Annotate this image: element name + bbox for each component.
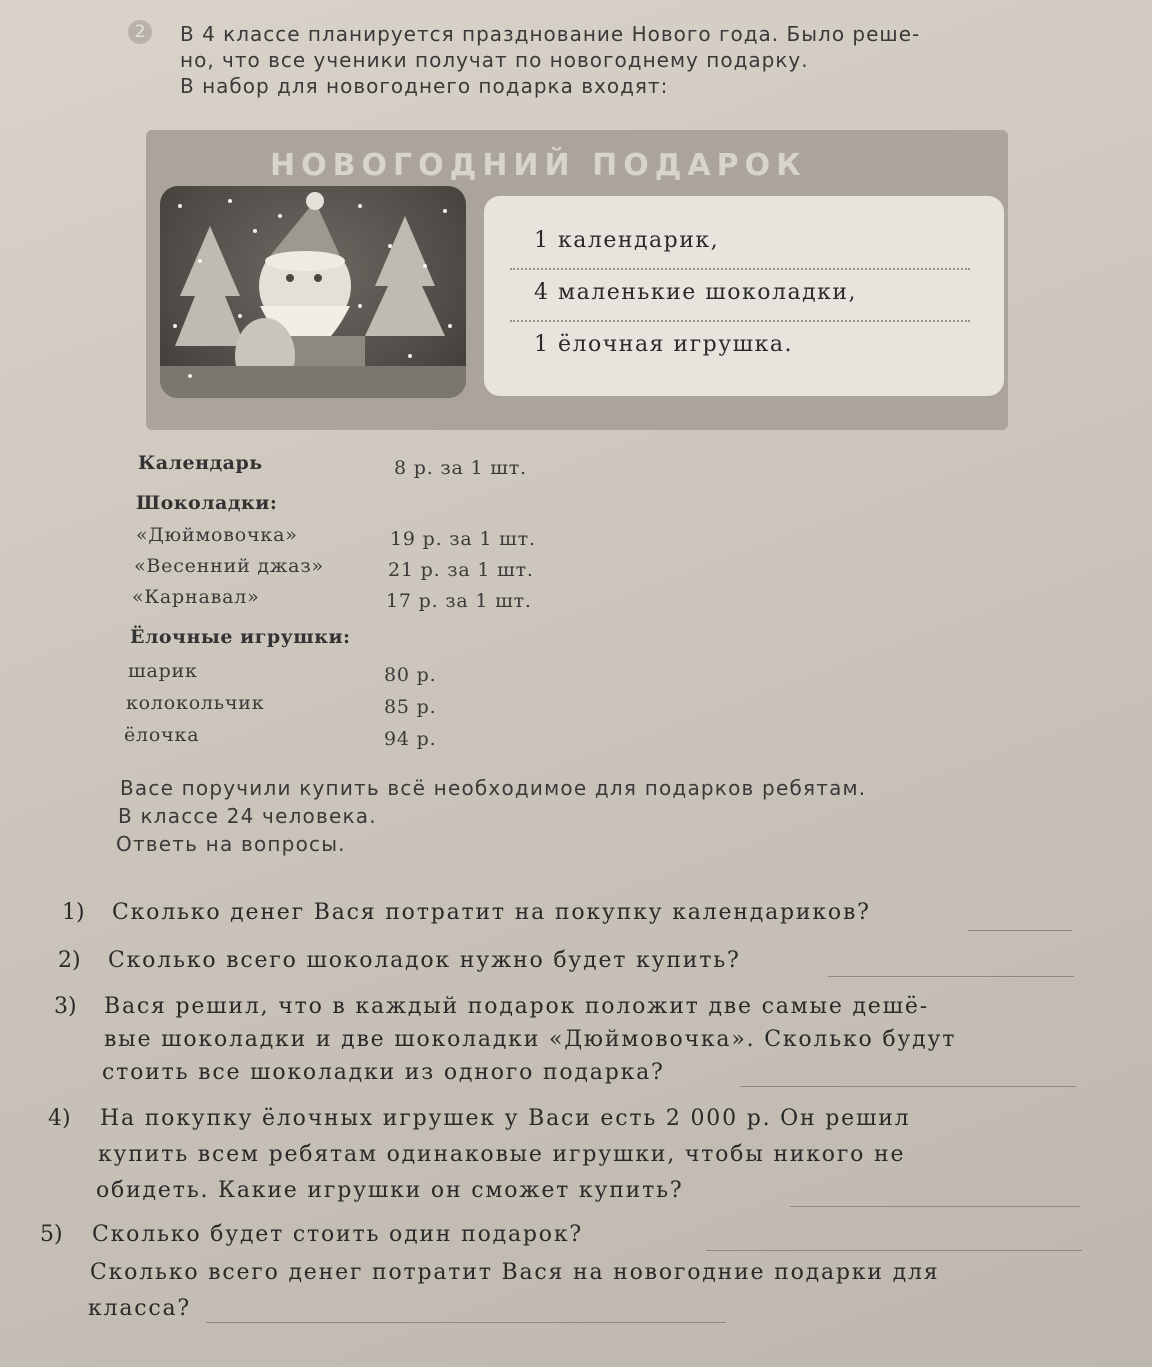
gift-item-chocolates: 4 маленькие шоколадки, [534, 280, 858, 305]
question-text: Сколько всего шоколадок нужно будет купить? [108, 948, 741, 973]
calendar-label: Календарь [138, 452, 263, 474]
intro-line-3: В набор для новогоднего подарка входят: [180, 74, 669, 98]
task-number-badge: 2 [128, 20, 152, 44]
question-text: Вася решил, что в каждый подарок положит две самые дешё- [104, 994, 929, 1019]
question-text: класса? [88, 1296, 191, 1321]
toy-price: 85 р. [384, 696, 437, 718]
gift-divider [510, 268, 970, 270]
question-number: 5) [40, 1222, 63, 1247]
question-text: обидеть. Какие игрушки он сможет купить? [96, 1178, 684, 1203]
answer-line[interactable] [968, 930, 1072, 931]
toy-name: ёлочка [124, 724, 200, 746]
question-text: купить всем ребятам одинаковые игрушки, чтобы никого не [98, 1142, 906, 1167]
question-text: Сколько денег Вася потратит на покупку календариков? [112, 900, 871, 925]
chocolate-price: 17 р. за 1 шт. [386, 590, 532, 612]
chocolate-name: «Дюймовочка» [136, 524, 298, 546]
santa-winter-scene-icon [160, 186, 466, 398]
answer-line[interactable] [828, 976, 1074, 977]
question-text: На покупку ёлочных игрушек у Васи есть 2 000 р. Он решил [100, 1106, 911, 1131]
condition-text: Васе поручили купить всё необходимое для подарков ребятам. [120, 776, 867, 800]
instruction-text: Ответь на вопросы. [116, 832, 346, 856]
answer-line[interactable] [206, 1322, 726, 1323]
question-number: 2) [58, 948, 81, 973]
gift-box-header: НОВОГОДНИЙ ПОДАРОК [270, 148, 807, 183]
chocolate-name: «Карнавал» [132, 586, 260, 608]
toy-name: шарик [128, 660, 198, 682]
toys-heading: Ёлочные игрушки: [130, 626, 351, 648]
intro-line-2: но, что все ученики получат по новогоднему подарку. [180, 48, 809, 72]
chocolate-name: «Весенний джаз» [134, 555, 324, 577]
chocolate-price: 19 р. за 1 шт. [390, 528, 536, 550]
answer-line[interactable] [790, 1206, 1080, 1207]
condition-text: В классе 24 человека. [118, 804, 377, 828]
question-text: Сколько будет стоить один подарок? [92, 1222, 583, 1247]
gift-item-calendar: 1 календарик, [534, 228, 720, 253]
gift-divider [510, 320, 970, 322]
chocolates-heading: Шоколадки: [136, 492, 278, 514]
santa-illustration [160, 186, 466, 398]
question-text: Сколько всего денег потратит Вася на новогодние подарки для [90, 1260, 940, 1285]
gift-item-toy: 1 ёлочная игрушка. [534, 332, 793, 357]
chocolate-price: 21 р. за 1 шт. [388, 559, 534, 581]
answer-line[interactable] [740, 1086, 1076, 1087]
question-text: стоить все шоколадки из одного подарка? [102, 1060, 665, 1085]
intro-line-1: В 4 классе планируется празднование Нового года. Было реше- [180, 22, 921, 46]
question-number: 3) [54, 994, 77, 1019]
question-number: 1) [62, 900, 85, 925]
answer-line[interactable] [706, 1250, 1082, 1251]
calendar-price: 8 р. за 1 шт. [394, 457, 527, 479]
question-number: 4) [48, 1106, 71, 1131]
toy-price: 94 р. [384, 728, 437, 750]
question-text: вые шоколадки и две шоколадки «Дюймовочка». Сколько будут [104, 1027, 957, 1052]
toy-name: колокольчик [126, 692, 265, 714]
toy-price: 80 р. [384, 664, 437, 686]
